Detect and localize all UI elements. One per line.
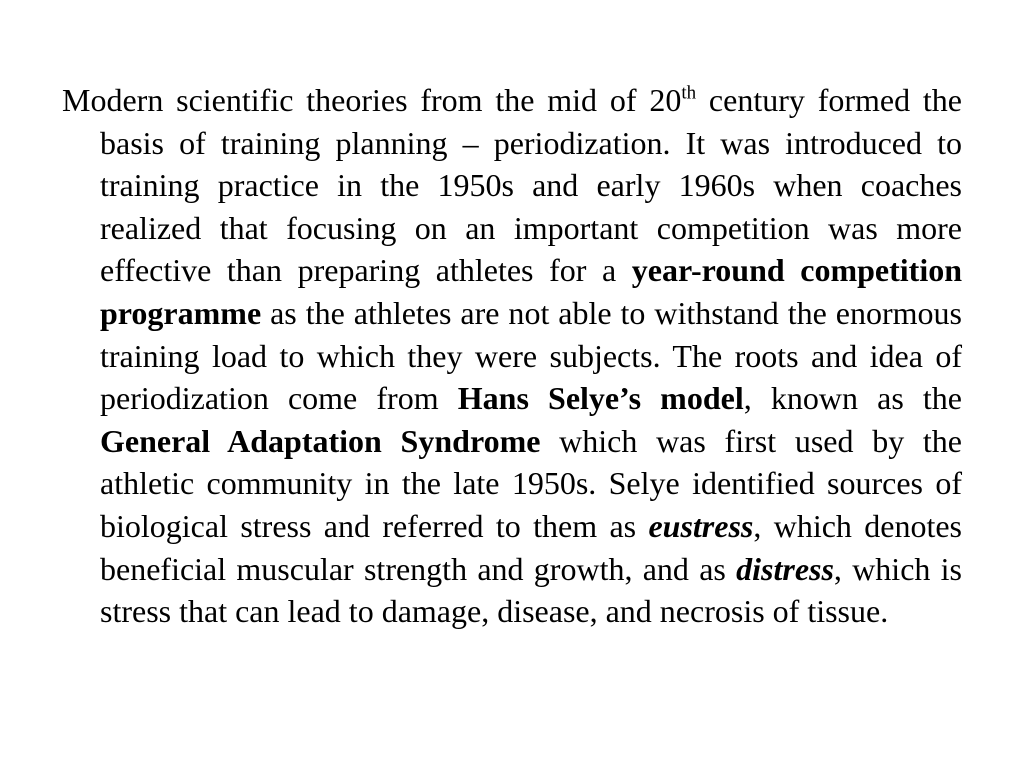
ordinal-superscript: th — [681, 82, 697, 104]
text-run: Modern scientific theories from the mid of 20 — [62, 82, 682, 118]
text-run: , known as the — [743, 380, 963, 417]
text-run: century formed the basis of training planning – periodization. It was introduced to training practice in the 1950s and early 1960s when coaches realized that focusing on an important competition was more effective than preparing athletes for a — [100, 82, 963, 289]
body-paragraph — [62, 79, 962, 633]
text-run: , which is stress that can lead to damage, disease, and necrosis of tissue. — [100, 550, 963, 630]
emphasis-eustress — [648, 508, 753, 544]
text-run: as the athletes are not able to withstand the enormous training load to which they were subjects. The roots and idea of periodization come from — [100, 294, 962, 417]
emphasis-selye-model: Hans Selye’s model — [457, 380, 744, 417]
text-run: which was first used by the athletic community in the late 1950s. Selye identified sources of biological stress and referred to them as — [100, 422, 963, 544]
emphasis-year-round-programme: year-round competition programme — [100, 252, 963, 331]
emphasis-eustress-italic: eustress — [648, 507, 754, 544]
text-run: , which denotes beneficial muscular strength and growth, and as — [100, 507, 962, 587]
emphasis-general-adaptation-syndrome: General Adaptation Syndrome — [100, 422, 541, 459]
emphasis-distress — [736, 551, 834, 587]
emphasis-distress-italic: distress — [736, 550, 834, 587]
